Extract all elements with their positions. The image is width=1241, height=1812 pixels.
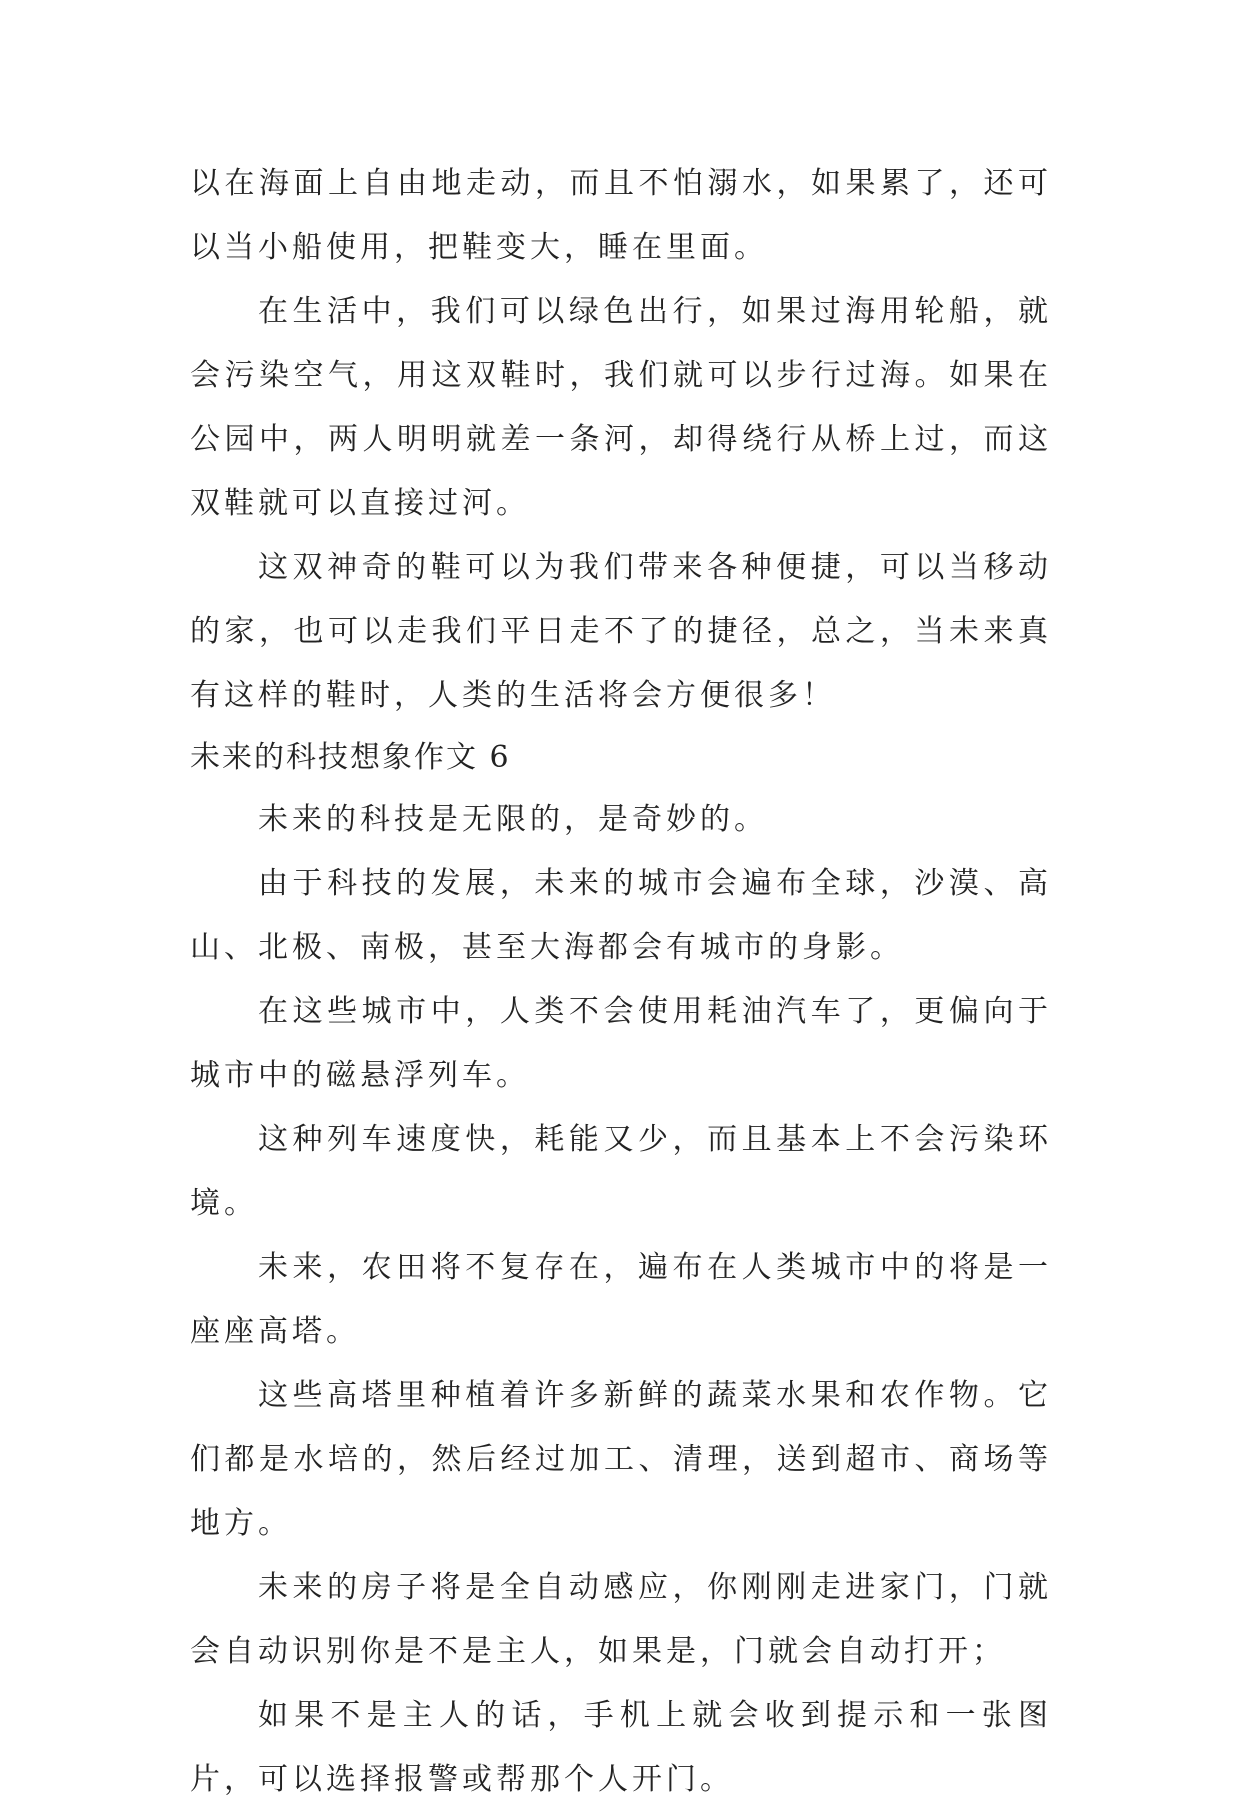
paragraph: 这双神奇的鞋可以为我们带来各种便捷，可以当移动的家，也可以走我们平日走不了的捷径，总之，当未来真有这样的鞋时，人类的生活将会方便很多！ — [190, 550, 1052, 713]
paragraph: 这种列车速度快，耗能又少，而且基本上不会污染环境。 — [190, 1122, 1052, 1221]
paragraph: 由于科技的发展，未来的城市会遍布全球，沙漠、高山、北极、南极，甚至大海都会有城市的身影。 — [190, 866, 1052, 965]
section-title: 未来的科技想象作文 6 — [190, 740, 511, 775]
paragraph: 未来的房子将是全自动感应，你刚刚走进家门，门就会自动识别你是不是主人，如果是，门就会自动打开； — [190, 1570, 1052, 1669]
paragraph: 这些高塔里种植着许多新鲜的蔬菜水果和农作物。它们都是水培的，然后经过加工、清理，送到超市、商场等地方。 — [190, 1378, 1052, 1541]
paragraph: 以在海面上自由地走动，而且不怕溺水，如果累了，还可以当小船使用，把鞋变大，睡在里面。 — [190, 166, 1052, 265]
paragraph: 在生活中，我们可以绿色出行，如果过海用轮船，就会污染空气，用这双鞋时，我们就可以步行过海。如果在公园中，两人明明就差一条河，却得绕行从桥上过，而这双鞋就可以直接过河。 — [190, 294, 1052, 521]
paragraph: 未来，农田将不复存在，遍布在人类城市中的将是一座座高塔。 — [190, 1250, 1052, 1349]
paragraph: 未来的科技是无限的，是奇妙的。 — [258, 802, 768, 837]
paragraph: 如果不是主人的话，手机上就会收到提示和一张图片，可以选择报警或帮那个人开门。 — [190, 1698, 1052, 1797]
paragraph: 在这些城市中，人类不会使用耗油汽车了，更偏向于城市中的磁悬浮列车。 — [190, 994, 1052, 1093]
document-body — [190, 152, 1052, 1812]
